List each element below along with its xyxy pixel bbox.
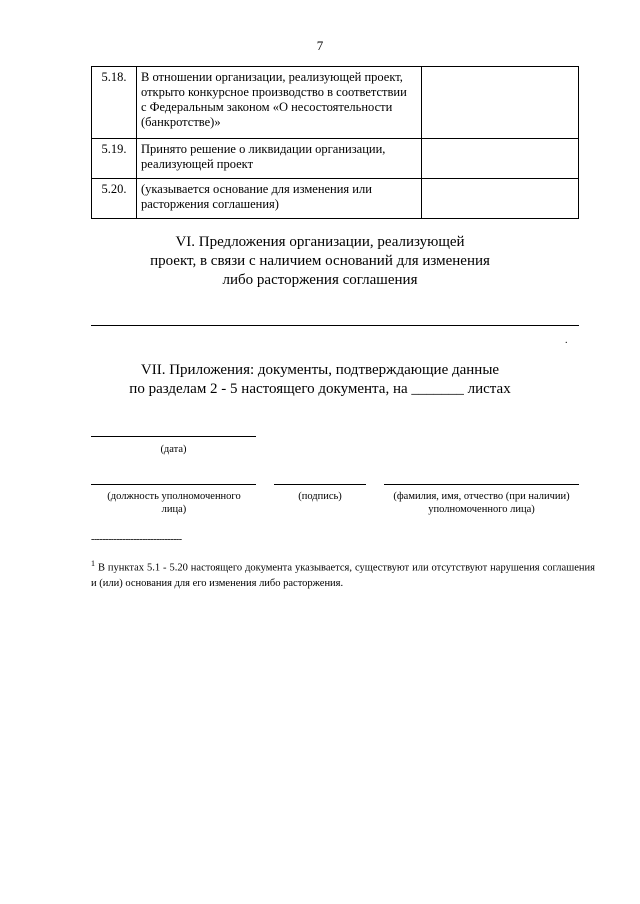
section-6-heading xyxy=(0,233,640,290)
row-text xyxy=(137,139,422,179)
row-text-line: (указывается основание для изменения или xyxy=(141,182,372,196)
footnote-separator: -------------------------------- xyxy=(91,534,182,545)
row-number: 5.19. xyxy=(92,139,137,179)
caption-line: (должность уполномоченного xyxy=(107,491,241,502)
row-value-cell xyxy=(422,139,579,179)
caption-line: лица) xyxy=(161,504,187,515)
row-text-line: В отношении организации, реализующей проект, xyxy=(141,70,403,84)
signature-caption: (подпись) xyxy=(298,491,342,502)
footnote-text: В пунктах 5.1 - 5.20 настоящего документа указывается, существуют или отсутствуют нарушения соглашения и (или) основания для его изменения либо расторжения. xyxy=(91,562,595,589)
name-caption xyxy=(374,490,589,516)
name-line xyxy=(384,484,579,485)
report-items-table xyxy=(91,66,579,219)
date-line xyxy=(91,436,256,437)
row-text-line: реализующей проект xyxy=(141,157,254,171)
position-line xyxy=(91,484,256,485)
heading-line: VII. Приложения: документы, подтверждающие данные xyxy=(140,362,500,378)
row-number: 5.20. xyxy=(92,179,137,219)
row-number: 5.18. xyxy=(92,67,137,139)
row-text-line: расторжения соглашения) xyxy=(141,197,279,211)
row-text-line: Принято решение о ликвидации организации, xyxy=(141,142,386,156)
row-value-cell xyxy=(422,179,579,219)
row-text xyxy=(137,67,422,139)
row-text-line: (банкротстве)» xyxy=(141,115,221,129)
caption-line: уполномоченного лица) xyxy=(428,504,535,515)
footnote-marker: 1 xyxy=(91,559,95,568)
signature-line xyxy=(274,484,366,485)
heading-line: VI. Предложения организации, реализующей xyxy=(175,234,465,250)
section-7-heading xyxy=(0,361,640,399)
page-number: 7 xyxy=(316,38,324,53)
row-text-line: открыто конкурсное производство в соответствии xyxy=(141,85,407,99)
heading-line: либо расторжения соглашения xyxy=(222,272,418,288)
table-row xyxy=(92,139,579,179)
row-text-line: с Федеральным законом «О несостоятельности xyxy=(141,100,393,114)
proposals-fill-line xyxy=(91,325,579,326)
footnote xyxy=(91,556,595,591)
table-row xyxy=(92,179,579,219)
table-row xyxy=(92,67,579,139)
date-caption: (дата) xyxy=(160,444,187,455)
caption-line: (фамилия, имя, отчество (при наличии) xyxy=(393,491,570,502)
row-value-cell xyxy=(422,67,579,139)
heading-line: проект, в связи с наличием оснований для изменения xyxy=(150,253,490,269)
position-caption xyxy=(84,490,264,516)
end-mark: . xyxy=(565,335,568,346)
row-text xyxy=(137,179,422,219)
heading-line: по разделам 2 - 5 настоящего документа, на _______ листах xyxy=(129,381,511,397)
